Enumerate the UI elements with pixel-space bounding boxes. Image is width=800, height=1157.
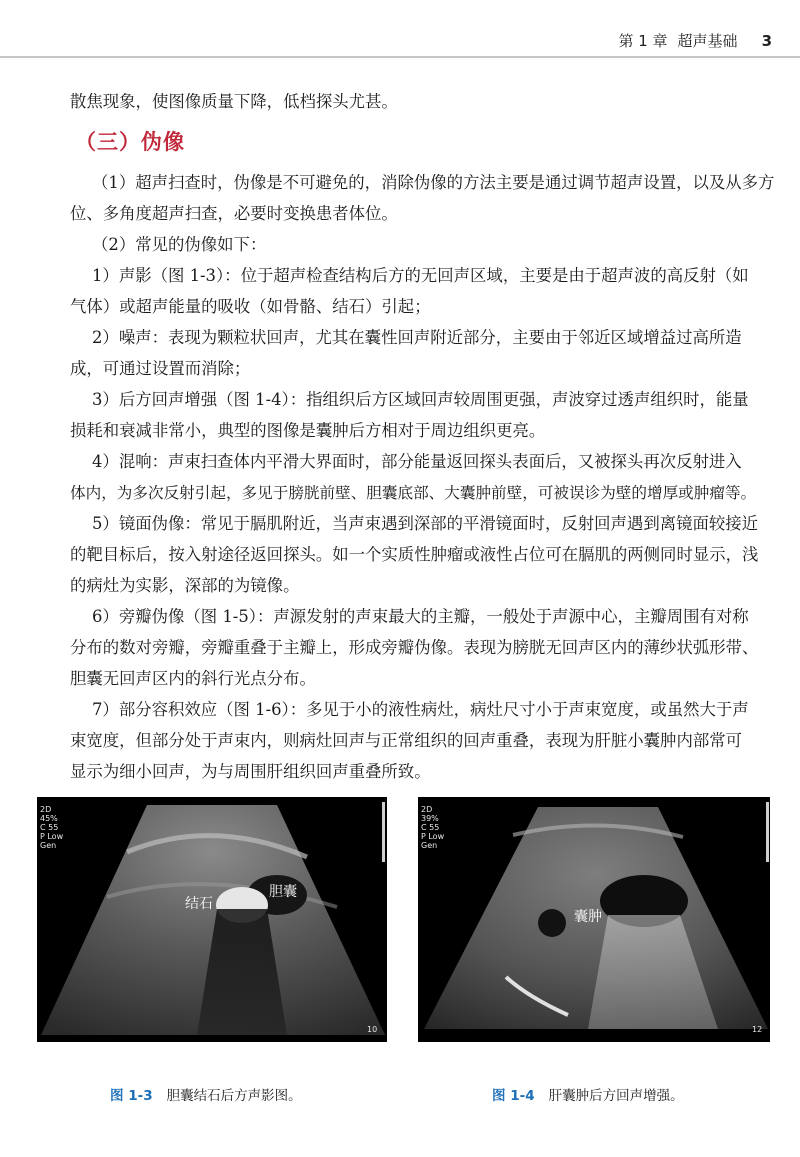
preset-readout: Gen xyxy=(40,841,57,850)
caption-number: 图 1-4 xyxy=(492,1088,535,1104)
page-header xyxy=(0,0,800,62)
paragraph-line: 7）部分容积效应（图 1-6）：多见于小的液性病灶，病灶尺寸小于声束宽度，或虽然大于声 xyxy=(92,700,749,719)
paragraph-line: 的病灶为实影，深部的为镜像。 xyxy=(70,576,300,595)
paragraph-line: 2）噪声：表现为颗粒状回声，尤其在囊性回声附近部分，主要由于邻近区域增益过高所造 xyxy=(92,328,742,347)
caption-number: 图 1-3 xyxy=(110,1088,153,1104)
paragraph-line: 体内，为多次反射引起，多见于膀胱前壁、胆囊底部、大囊肿前壁，可被误诊为壁的增厚或肿瘤等。 xyxy=(70,484,757,502)
figure-caption-1-4 xyxy=(492,1084,684,1104)
contrast-readout: C 55 xyxy=(40,823,59,832)
mode-readout: 2D xyxy=(40,805,52,814)
paragraph-line: 6）旁瓣伪像（图 1-5）：声源发射的声束最大的主瓣，一般处于声源中心，主瓣周围有对称 xyxy=(92,607,749,626)
power-readout: P Low xyxy=(40,832,64,841)
cyst-label: 囊肿 xyxy=(574,909,602,925)
paragraph-line: 位、多角度超声扫查，必要时变换患者体位。 xyxy=(70,204,398,223)
depth-mark: 12 xyxy=(752,1025,763,1034)
running-head xyxy=(618,30,772,51)
paragraph-line: 显示为细小回声，为与周围肝组织回声重叠所致。 xyxy=(70,762,431,781)
paragraph-line: （1）超声扫查时，伪像是不可避免的，消除伪像的方法主要是通过调节超声设置，以及从多方 xyxy=(92,173,775,192)
page-number: 3 xyxy=(761,32,772,50)
scan-settings xyxy=(40,805,63,850)
paragraph-line: 胆囊无回声区内的斜行光点分布。 xyxy=(70,669,316,688)
stone-label: 结石 xyxy=(185,896,213,912)
contrast-readout: C 55 xyxy=(421,823,440,832)
scan-settings xyxy=(421,805,444,850)
paragraph-line: 气体）或超声能量的吸收（如骨骼、结石）引起； xyxy=(70,297,431,316)
paragraph-line: （2）常见的伪像如下： xyxy=(92,235,267,254)
figure-caption-1-3 xyxy=(110,1084,302,1104)
gain-readout: 39% xyxy=(421,814,439,823)
mode-readout: 2D xyxy=(421,805,433,814)
ultrasound-figure-1-4 xyxy=(418,797,770,1042)
chapter-label: 第 1 章 xyxy=(618,32,668,50)
header-rule xyxy=(0,56,800,58)
ultrasound-figure-1-3 xyxy=(37,797,387,1042)
preset-readout: Gen xyxy=(421,841,438,850)
gallbladder-label: 胆囊 xyxy=(269,884,297,900)
text-line: 散焦现象，使图像质量下降，低档探头尤甚。 xyxy=(70,92,398,111)
section-heading: （三）伪像 xyxy=(75,130,185,154)
ultrasound-image xyxy=(37,797,387,1042)
paragraph-line: 3）后方回声增强（图 1-4）：指组织后方区域回声较周围更强，声波穿过透声组织时，能量 xyxy=(92,390,749,409)
paragraph-line: 1）声影（图 1-3）：位于超声检查结构后方的无回声区域，主要是由于超声波的高反射（如 xyxy=(92,266,749,285)
paragraph-line: 束宽度，但部分处于声束内，则病灶回声与正常组织的回声重叠，表现为肝脏小囊肿内部常可 xyxy=(70,731,743,750)
paragraph-line: 损耗和衰减非常小，典型的图像是囊肿后方相对于周边组织更亮。 xyxy=(70,421,546,440)
paragraph-line: 4）混响：声束扫查体内平滑大界面时，部分能量返回探头表面后，又被探头再次反射进入 xyxy=(92,452,742,471)
paragraph-line: 5）镜面伪像：常见于膈肌附近，当声束遇到深部的平滑镜面时，反射回声遇到离镜面较接近 xyxy=(92,514,759,533)
paragraph-line: 的靶目标后，按入射途径返回探头。如一个实质性肿瘤或液性占位可在膈肌的两侧同时显示，浅 xyxy=(70,545,759,564)
caption-text: 胆囊结石后方声影图。 xyxy=(166,1088,302,1104)
depth-mark: 10 xyxy=(367,1025,378,1034)
caption-text: 肝囊肿后方回声增强。 xyxy=(548,1088,684,1104)
chapter-title: 超声基础 xyxy=(677,32,738,50)
paragraph-line: 分布的数对旁瓣，旁瓣重叠于主瓣上，形成旁瓣伪像。表现为膀胱无回声区内的薄纱状弧形带、 xyxy=(70,638,759,657)
paragraph-line: 成，可通过设置而消除； xyxy=(70,359,251,378)
power-readout: P Low xyxy=(421,832,445,841)
gain-readout: 45% xyxy=(40,814,58,823)
